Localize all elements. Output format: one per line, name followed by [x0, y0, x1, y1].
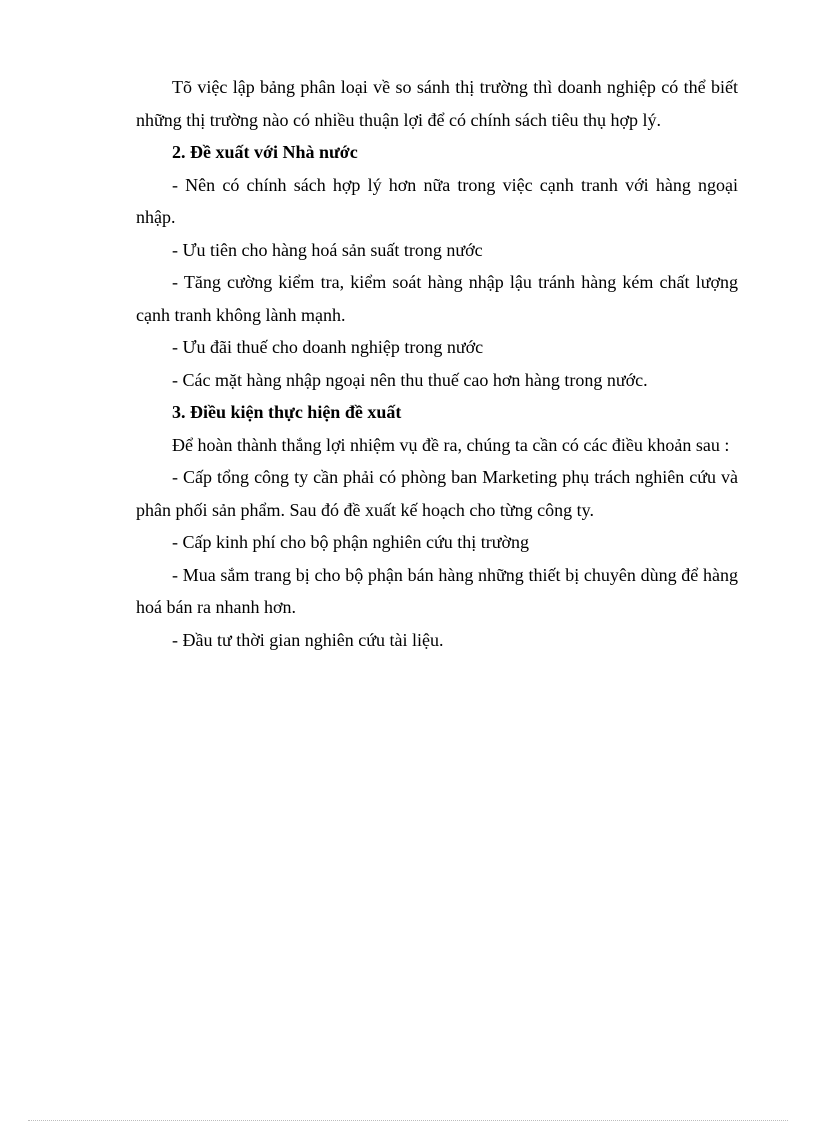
section-2-item: - Tăng cường kiểm tra, kiểm soát hàng nhập lậu tránh hàng kém chất lượng cạnh tranh không lành mạnh.	[136, 272, 738, 325]
section-2-item: - Nên có chính sách hợp lý hơn nữa trong việc cạnh tranh với hàng ngoại nhập.	[136, 174, 738, 227]
intro-paragraph: Tõ việc lập bảng phân loại về so sánh thị trường thì doanh nghiệp có thể biết những thị trường nào có nhiều thuận lợi để có chính sách tiêu thụ hợp lý.	[136, 77, 738, 130]
section-3-intro: Để hoàn thành thắng lợi nhiệm vụ đề ra, chúng ta cần có các điều khoản sau :	[172, 434, 730, 455]
section-2-item: - Ưu tiên cho hàng hoá sản suất trong nước	[172, 239, 483, 260]
section-3-item: - Cấp tổng công ty cần phải có phòng ban Marketing phụ trách nghiên cứu và phân phối sản phẩm. Sau đó đề xuất kế hoạch cho từng công ty.	[136, 467, 738, 520]
section-3-item: - Mua sắm trang bị cho bộ phận bán hàng những thiết bị chuyên dùng để hàng hoá bán ra nhanh hơn.	[136, 564, 738, 617]
document-body	[136, 71, 738, 656]
section-3-heading: 3. Điều kiện thực hiện đề xuất	[172, 402, 402, 422]
section-3-item: - Cấp kinh phí cho bộ phận nghiên cứu thị trường	[172, 532, 529, 552]
section-2-item: - Các mặt hàng nhập ngoại nên thu thuế cao hơn hàng trong nước.	[172, 369, 648, 390]
page-bottom-divider	[28, 1120, 788, 1121]
section-2-heading: 2. Đề xuất với Nhà nước	[172, 142, 358, 162]
section-2-item: - Ưu đãi thuế cho doanh nghiệp trong nước	[172, 337, 484, 357]
section-3-item: - Đầu tư thời gian nghiên cứu tài liệu.	[172, 629, 444, 650]
